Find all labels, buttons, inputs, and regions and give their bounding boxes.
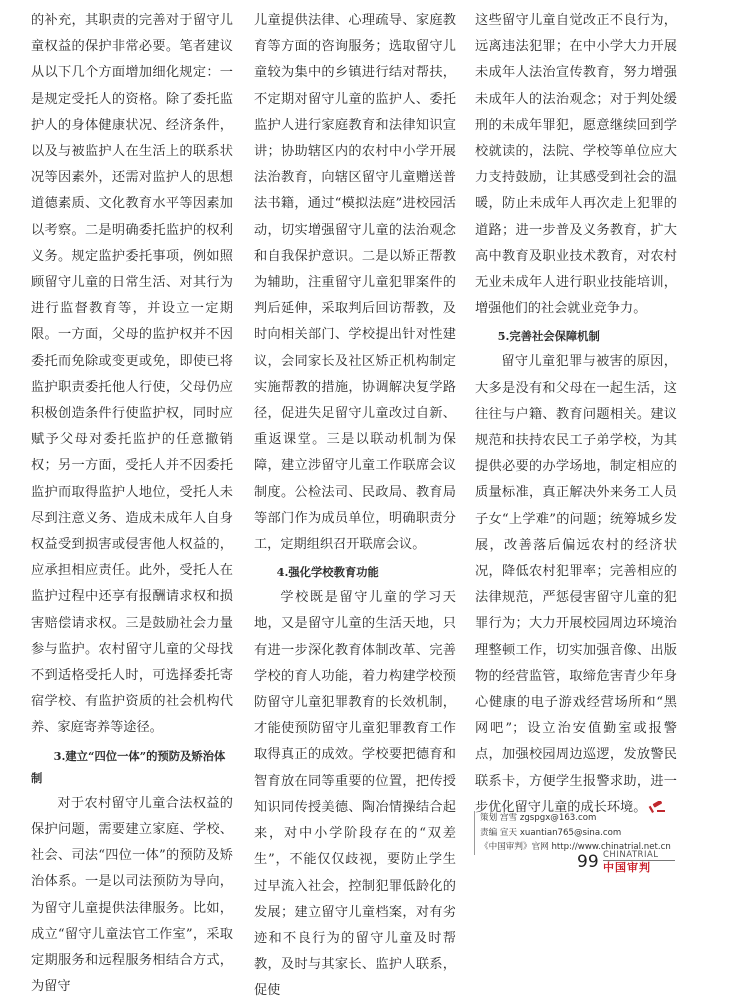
- section-heading-3: 3.建立“四位一体”的预防及矫治体 制: [31, 748, 226, 785]
- paragraph: 这些留守儿童自觉改正不良行为，远离违法犯罪；在中小学大力开展未成年人法治宣传教育，努力增强未成年人的法治观念；对于判处缓刑的未成年罪犯，愿意继续回到学校就读的，法院、学校等单位应大力支持鼓励，让其感受到社会的温暖，防止未成年人再次走上犯罪的道路；进一步普及义务教育，扩大高中教育及职业技术教育，对农村无业未成年人进行职业技能培训，增强他们的社会就业竞争力。: [475, 13, 677, 317]
- brand-chinese: 中国审判: [603, 861, 651, 874]
- page-number: 99: [577, 852, 599, 872]
- paragraph-final: 留守儿童犯罪与被害的原因，大多是没有和父母在一起生活，这往往与户籍、教育问题相关。建议规范和扶持农民工子弟学校，为其提供必要的办学场地，制定相应的质量标准，真正解决外来务工人员子女“上学难”的问题；统筹城乡发展，改善落后偏远农村的经济状况，降低农村犯罪率；完善相应的法律规范，严惩侵害留守儿童的犯罪行为；大力开展校园周边环境治理整顿工作，切实加强音像、出版物的经营监管，取缔危害青少年身心健康的电子游戏经营场所和“黑网吧”；设立治安值勤室或报警点，加强校园周边巡逻，发放警民联系卡，方便学生报警求助，进一步优化留守儿童的成长环境。: [475, 354, 677, 815]
- paragraph: 对于农村留守儿童合法权益的保护问题，需要建立家庭、学校、社会、司法“四位一体”的预防及矫治体系。一是以司法预防为导向，为留守儿童提供法律服务。比如，成立“留守儿童法官工作室”，采取定期服务和远程服务相结合方式，为留守: [31, 795, 233, 995]
- section-heading-4: 4.强化学校教育功能: [276, 565, 379, 580]
- magazine-brand: [603, 850, 675, 875]
- credit-website: 《中国审判》官网 http://www.chinatrial.net.cn: [480, 842, 671, 852]
- article-column-3: [475, 8, 677, 821]
- credit-editor: 责编 宣天 xuantian765@sina.com: [480, 827, 622, 838]
- credit-planner: 策划 宫雪 zgspgx@163.com: [480, 813, 597, 823]
- brand-english: CHINATRIAL: [603, 850, 675, 861]
- article-column-1: [31, 8, 233, 1000]
- section-heading-5: 5.完善社会保障机制: [497, 329, 600, 344]
- paragraph: 学校既是留守儿童的学习天地，又是留守儿童的生活天地，只有进一步深化教育体制改革、完善学校的育人功能，着力构建学校预防留守儿童犯罪教育的长效机制，才能使预防留守儿童犯罪教育工作取得真正的成效。学校要把德育和智育放在同等重要的位置，把传授知识同传授美德、陶冶情操结合起来，对中小学阶段存在的“双差生”，不能仅仅歧视，要防止学生过早流入社会，控制犯罪低龄化的发展；建立留守儿童档案，对有劣迹和不良行为的留守儿童及时帮教，及时与其家长、监护人联系，促使: [254, 590, 456, 999]
- paragraph: 的补充，其职责的完善对于留守儿童权益的保护非常必要。笔者建议从以下几个方面增加细化规定：一是规定受托人的资格。除了委托监护人的身体健康状况、经济条件，以及与被监护人在生活上的联系状况等因素外，还需对监护人的思想道德素质、文化教育水平等因素加以考察。二是明确委托监护的权利义务。规定监护委托事项，例如照顾留守儿童的日常生活、对其行为进行监督教育等，并设立一定期限。一方面，父母的监护权并不因委托而免除或变更或免，即使已将监护职责委托他人行使，父母仍应积极创造条件行使监护权，同时应赋予父母对委托监护的任意撤销权；另一方面，受托人并不因委托监护而取得监护人地位，受托人未尽到注意义务、造成未成年人自身权益受到损害或侵害他人权益的，应承担相应责任。此外，受托人在监护过程中还享有报酬请求权和损害赔偿请求权。三是鼓励社会力量参与监护。农村留守儿童的父母找不到适格受托人时，可选择委托寄宿学校、有监护资质的社会机构代养、家庭寄养等途径。: [31, 13, 233, 736]
- editor-credits: [474, 811, 671, 855]
- paragraph: 儿童提供法律、心理疏导、家庭教育等方面的咨询服务；选取留守儿童较为集中的乡镇进行结对帮扶，不定期对留守儿童的监护人、委托监护人进行家庭教育和法律知识宣讲；协助辖区内的农村中小学开展法治教育，向辖区留守儿童赠送普法书籍，通过“模拟法庭”进校园活动，切实增强留守儿童的法治观念和自我保护意识。二是以矫正帮教为辅助，注重留守儿童犯罪案件的判后延伸，采取判后回访帮教，及时向相关部门、学校提出针对性建议，会同家长及社区矫正机构制定实施帮教的措施，协调解决复学路径，促进失足留守儿童改过自新、重返课堂。三是以联动机制为保障，建立涉留守儿童工作联席会议制度。公检法司、民政局、教育局等部门作为成员单位，明确职责分工，定期组织召开联席会议。: [254, 13, 456, 553]
- article-column-2: [254, 8, 456, 1005]
